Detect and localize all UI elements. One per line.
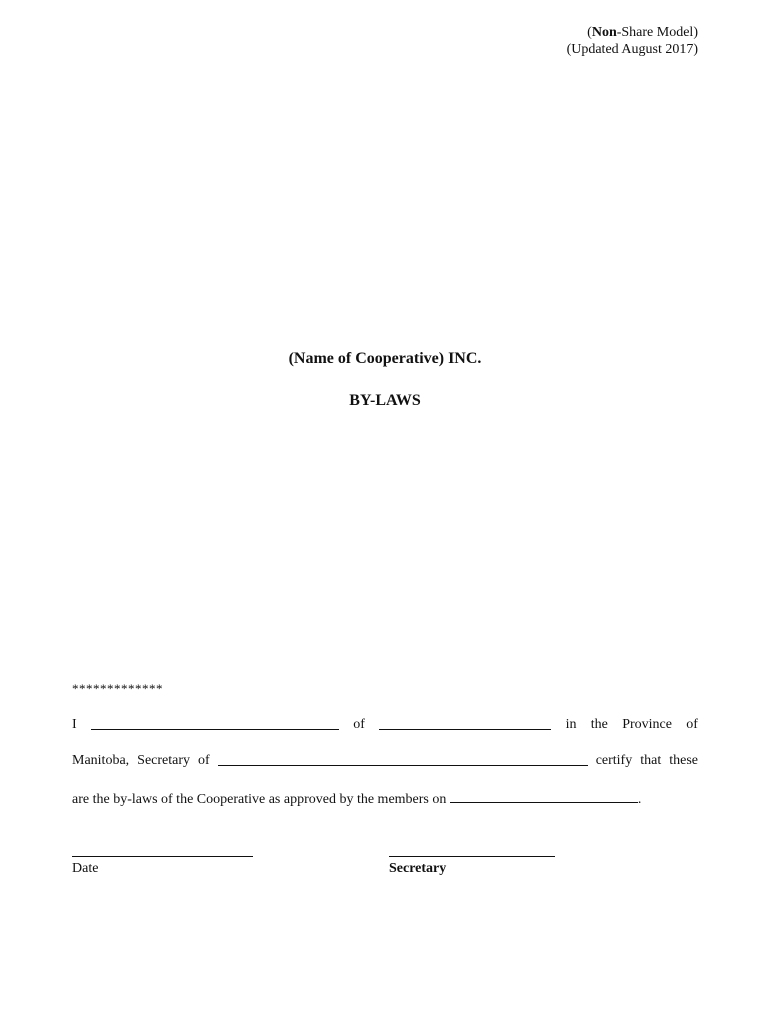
model-type: (Non-Share Model) [587, 25, 698, 40]
cert-word: Manitoba, [72, 753, 130, 768]
cert-text: are the by-laws of the Cooperative as approved by the members on [72, 792, 447, 807]
cert-word: of [686, 717, 698, 732]
certificate-line-3: are the by-laws of the Cooperative as approved by the members on . [72, 789, 698, 809]
secretary-signature-block [389, 844, 555, 877]
cert-word: in [565, 717, 577, 732]
date-label: Date [72, 861, 99, 876]
separator: ************* [72, 681, 163, 696]
certificate-line-1 [72, 716, 698, 734]
date-signature-block [72, 844, 253, 877]
secretary-label: Secretary [389, 861, 447, 876]
bylaws-heading: BY-LAWS [349, 392, 421, 409]
certificate-line-2 [72, 752, 698, 770]
cert-word: of [353, 717, 365, 732]
cert-word: the [590, 717, 608, 732]
model-type-bold: Non [591, 25, 617, 40]
approval-date-blank [450, 789, 638, 803]
cooperative-name: (Name of Cooperative) INC. [288, 350, 482, 367]
date-line [72, 844, 253, 857]
updated-date: (Updated August 2017) [566, 42, 698, 57]
secretary-line [389, 844, 555, 857]
cert-word: of [198, 753, 210, 768]
cert-word: I [72, 717, 77, 732]
cert-word: certify [595, 753, 633, 768]
cert-word: that [640, 753, 662, 768]
name-blank [91, 716, 339, 730]
cert-word: these [669, 753, 698, 768]
title-block [0, 349, 770, 411]
model-note [567, 24, 698, 58]
cooperative-blank [218, 752, 588, 766]
cert-word: Province [622, 717, 672, 732]
location-blank [379, 716, 551, 730]
cert-word: Secretary [137, 753, 191, 768]
